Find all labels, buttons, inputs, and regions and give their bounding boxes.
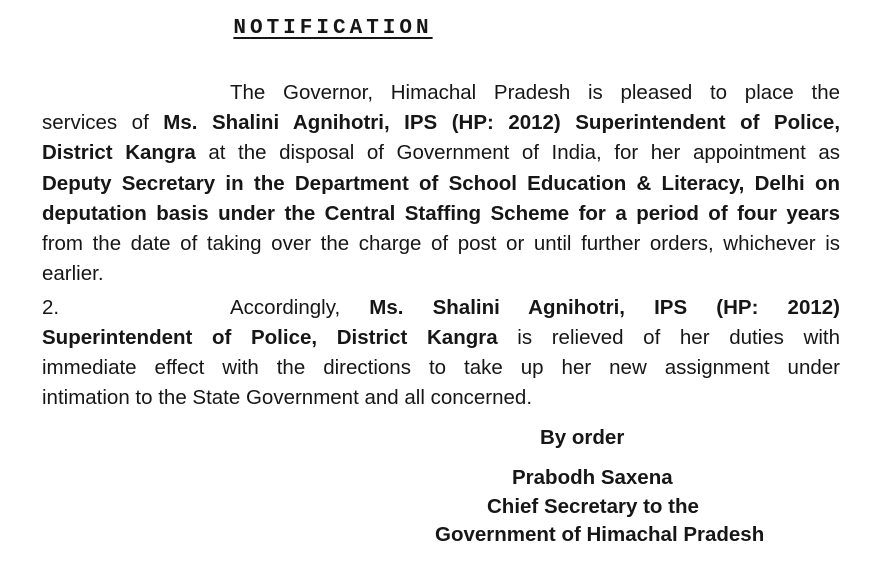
para2-line-1-plain: Accordingly, (230, 296, 370, 319)
para2-line-1 (230, 293, 840, 323)
notification-title: NOTIFICATION (233, 17, 433, 40)
para2-line-2 (42, 323, 840, 353)
para1-line-1: The Governor, Himachal Pradesh is pleased to place the (230, 81, 840, 104)
signatory-designation: Chief Secretary to the (487, 495, 699, 518)
para1-line-5: deputation basis under the Central Staffing Scheme for a period of four years (42, 202, 840, 225)
para1-line-2 (42, 108, 840, 138)
para2-line-3: immediate effect with the directions to take up her new assignment under (42, 356, 840, 379)
para2-line-4: intimation to the State Government and all concerned. (42, 386, 533, 409)
para1-line-2-plain: services of (42, 111, 164, 134)
signatory-name: Prabodh Saxena (512, 466, 673, 489)
district-bold: District Kangra (42, 141, 196, 164)
signatory-government: Government of Himachal Pradesh (435, 523, 765, 546)
para1-line-4: Deputy Secretary in the Department of School Education & Literacy, Delhi on (42, 172, 840, 195)
para2-post-bold: Superintendent of Police, District Kangra (42, 326, 498, 349)
officer-name-bold: Ms. Shalini Agnihotri, IPS (HP: 2012) Superintendent of Police, (163, 111, 841, 134)
para1-line-3 (42, 138, 840, 168)
para1-line-3-plain: at the disposal of Government of India, for her appointment as (195, 141, 840, 164)
para2-line-2-plain: is relieved of her duties with (497, 326, 840, 349)
para2-officer-bold: Ms. Shalini Agnihotri, IPS (HP: 2012) (369, 296, 840, 319)
para1-line-6: from the date of taking over the charge of post or until further orders, whichever is (42, 232, 840, 255)
para1-line-7: earlier. (42, 262, 104, 285)
para2-number: 2. (42, 296, 60, 319)
by-order: By order (540, 426, 625, 449)
